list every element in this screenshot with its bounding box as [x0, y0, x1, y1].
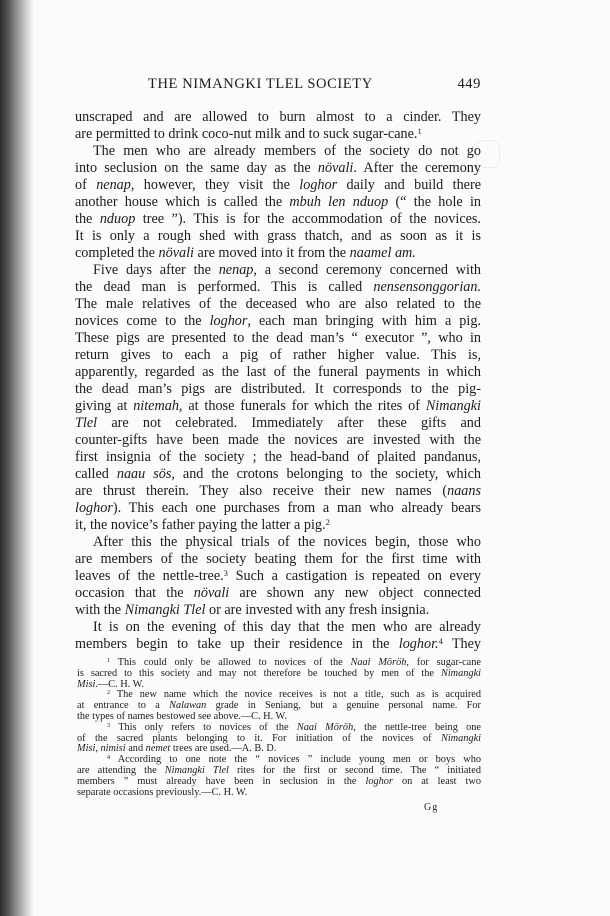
body-line: [75, 500, 481, 517]
italic-term: Nimangki: [440, 732, 481, 744]
italic-term: Nimangki Tlel: [124, 602, 206, 618]
text-run: (“ the hole in: [388, 194, 481, 210]
body-line: [75, 194, 481, 211]
italic-term: naans: [447, 483, 481, 499]
text-run: counter-gifts have been made the novices are invested with the: [75, 432, 481, 448]
text-run: is sacred to this society and may not therefore be touched by men of the: [77, 667, 441, 679]
signature-mark: Gg: [424, 802, 439, 813]
text-run: are permitted to drink coco-nut milk and to suck sugar-cane.: [75, 126, 418, 142]
text-run: , each man bringing with him a pig.: [247, 313, 481, 329]
footnote-marker: 1: [107, 656, 111, 664]
text-run: members ” must already have been in seclusion in the: [77, 775, 366, 787]
body-line: [75, 126, 481, 143]
body-line: [75, 568, 481, 585]
italic-term: növali: [193, 585, 230, 601]
text-run: and: [125, 743, 146, 755]
text-run: into seclusion on the same day as the: [75, 160, 318, 176]
italic-term: nduop: [99, 211, 136, 227]
text-run: , and the crotons belonging to the society, which: [171, 466, 481, 482]
running-title: THE NIMANGKI TLEL SOCIETY: [148, 76, 373, 92]
body-line: [75, 381, 481, 398]
text-run: leaves of the nettle-tree.: [75, 568, 224, 584]
footnote-marker: 1: [417, 125, 422, 136]
text-run: Such a castigation is repeated on every: [227, 568, 481, 584]
text-run: the: [75, 211, 100, 227]
book-binding-shadow: [0, 0, 34, 916]
body-line: [75, 109, 481, 126]
italic-term: naamel am.: [349, 245, 416, 261]
italic-term: nensensonggorian.: [373, 279, 481, 295]
footnote-line: [77, 788, 481, 799]
body-line: [75, 330, 481, 347]
body-line: [75, 449, 481, 466]
text-run: first insignia of the society ; the head-band of plaited pandanus,: [75, 449, 481, 465]
italic-term: Nimangki Tlel: [164, 764, 229, 776]
body-line: [75, 551, 481, 568]
text-run: trees are used.—A. B. D.: [170, 743, 277, 755]
italic-term: nenap: [96, 177, 131, 193]
italic-term: növali: [317, 160, 354, 176]
text-run: This only refers to novices of the: [110, 721, 297, 733]
text-run: rites for the first or second time. The “ initiated: [228, 764, 481, 776]
body-line: [75, 432, 481, 449]
text-run: are not celebrated. Immediately after these gifts and: [97, 415, 481, 431]
text-run: are attending the: [77, 764, 165, 776]
italic-term: Misi: [77, 678, 96, 690]
text-run: are moved into it from the: [194, 245, 350, 261]
text-run: another house which is called the: [75, 194, 290, 210]
text-run: called: [75, 466, 117, 482]
text-run: . After the ceremony: [353, 160, 481, 176]
body-text: [75, 109, 481, 653]
text-run: of the sacred plants belonging to it. For initiation of the novices of: [77, 732, 441, 744]
body-line: [75, 296, 481, 313]
text-run: it, the novice’s father paying the latter a pig.: [75, 517, 326, 533]
footnote-marker: 4: [107, 754, 111, 762]
text-run: are shown any new object connected: [229, 585, 481, 601]
italic-term: Misi: [77, 743, 96, 755]
text-run: It is only a rough shed with grass thatch, and as soon as it is: [75, 228, 481, 244]
italic-term: Tlel: [75, 415, 98, 431]
text-run: They: [442, 636, 481, 652]
footnote-marker: 2: [325, 516, 330, 527]
text-run: , however, they visit the: [130, 177, 300, 193]
italic-term: naau sös: [116, 466, 172, 482]
body-line: [75, 262, 481, 279]
text-run: at entrance to a: [77, 700, 170, 712]
text-run: apparently, regarded as the last of the funeral payments in which: [75, 364, 481, 380]
footnote-marker: 3: [107, 721, 111, 729]
italic-term: nemet: [145, 743, 171, 755]
italic-term: Naai Möröh: [296, 721, 354, 733]
running-header: [75, 76, 481, 94]
text-run: The men who are already members of the society do not go: [93, 143, 481, 159]
italic-term: loghor.: [398, 636, 439, 652]
italic-term: loghor: [75, 500, 113, 516]
text-run: on at least two: [392, 775, 481, 787]
text-run: The male relatives of the deceased who are also related to the: [75, 296, 481, 312]
body-line: [75, 160, 481, 177]
text-run: separate occasions previously.—C. H. W.: [77, 786, 248, 798]
italic-term: Nalawan: [169, 700, 207, 712]
body-line: [75, 364, 481, 381]
text-run: , for sugar-cane: [406, 657, 481, 668]
italic-term: loghor: [299, 177, 338, 193]
body-line: [75, 211, 481, 228]
text-run: ,: [95, 743, 101, 755]
text-run: It is on the evening of this day that the men who are already: [93, 619, 481, 635]
body-line: [75, 228, 481, 245]
body-line: [75, 279, 481, 296]
body-line: [75, 636, 481, 653]
text-run: tree ”). This is for the accommodation of the novices.: [135, 211, 481, 227]
footnotes: [77, 658, 481, 798]
body-line: [75, 534, 481, 551]
italic-term: nimisi: [100, 743, 126, 755]
text-run: , at those funerals for which the rites of: [178, 398, 426, 414]
italic-term: növali: [158, 245, 194, 261]
body-line: [75, 517, 481, 534]
text-run: daily and build there: [337, 177, 481, 193]
italic-term: Nimangki: [425, 398, 481, 414]
text-run: The new name which the novice receives is not a title, such as is acquired: [110, 689, 481, 701]
text-run: of: [75, 177, 97, 193]
text-run: occasion that the: [75, 585, 194, 601]
text-run: return gives to each a pig of rather higher value. This is,: [75, 347, 481, 363]
italic-term: mbuh len nduop: [289, 194, 389, 210]
italic-term: loghor: [365, 775, 393, 787]
text-run: completed the: [75, 245, 159, 261]
body-line: [75, 398, 481, 415]
text-run: novices come to the: [75, 313, 210, 329]
page-number: 449: [457, 76, 481, 92]
italic-term: loghor: [209, 313, 248, 329]
text-run: are members of the society beating them for the first time with: [75, 551, 481, 567]
text-run: with the: [75, 602, 125, 618]
body-line: [75, 245, 481, 262]
body-line: [75, 347, 481, 364]
body-line: [75, 602, 481, 619]
text-run: are thrust therein. They also receive their new names (: [75, 483, 448, 499]
body-line: [75, 585, 481, 602]
italic-term: Naai Möröh: [350, 657, 407, 668]
italic-term: nenap: [218, 262, 254, 278]
body-line: [75, 415, 481, 432]
body-line: [75, 177, 481, 194]
text-run: , a second ceremony concerned with: [253, 262, 482, 278]
text-run: members begin to take up their residence in the: [75, 636, 399, 652]
text-run: the dead man is performed. This is called: [75, 279, 374, 295]
text-run: unscraped and are allowed to burn almost to a cinder. They: [75, 109, 481, 125]
text-run: These pigs are presented to the dead man’s “ executor ”, who in: [75, 330, 481, 346]
body-line: [75, 143, 481, 160]
italic-term: Nimangki: [440, 667, 481, 679]
body-line: [75, 466, 481, 483]
text-run: or are invested with any fresh insignia.: [205, 602, 430, 618]
text-run: .—C. H. W.: [95, 678, 144, 690]
text-run: giving at: [75, 398, 134, 414]
text-run: the dead man’s pigs are distributed. It corresponds to the pig-: [75, 381, 481, 397]
text-run: ). This each one purchases from a man who already bears: [112, 500, 481, 516]
text-run: This could only be allowed to novices of the: [110, 657, 351, 668]
italic-term: nitemah: [133, 398, 179, 414]
text-run: grade in Seniang, but a genuine personal name. For: [206, 700, 481, 712]
footnote-marker: 4: [438, 635, 443, 646]
body-line: [75, 313, 481, 330]
text-run: Five days after the: [93, 262, 219, 278]
text-run: After this the physical trials of the novices begin, those who: [93, 534, 481, 550]
text-run: According to one note the “ novices ” include young men or boys who: [110, 754, 481, 766]
footnote-marker: 2: [107, 689, 111, 697]
footnote-marker: 3: [223, 567, 228, 578]
body-line: [75, 619, 481, 636]
text-run: the types of names bestowed see above.—C. H. W.: [77, 710, 287, 722]
text-run: , the nettle-tree being one: [353, 721, 481, 733]
body-line: [75, 483, 481, 500]
